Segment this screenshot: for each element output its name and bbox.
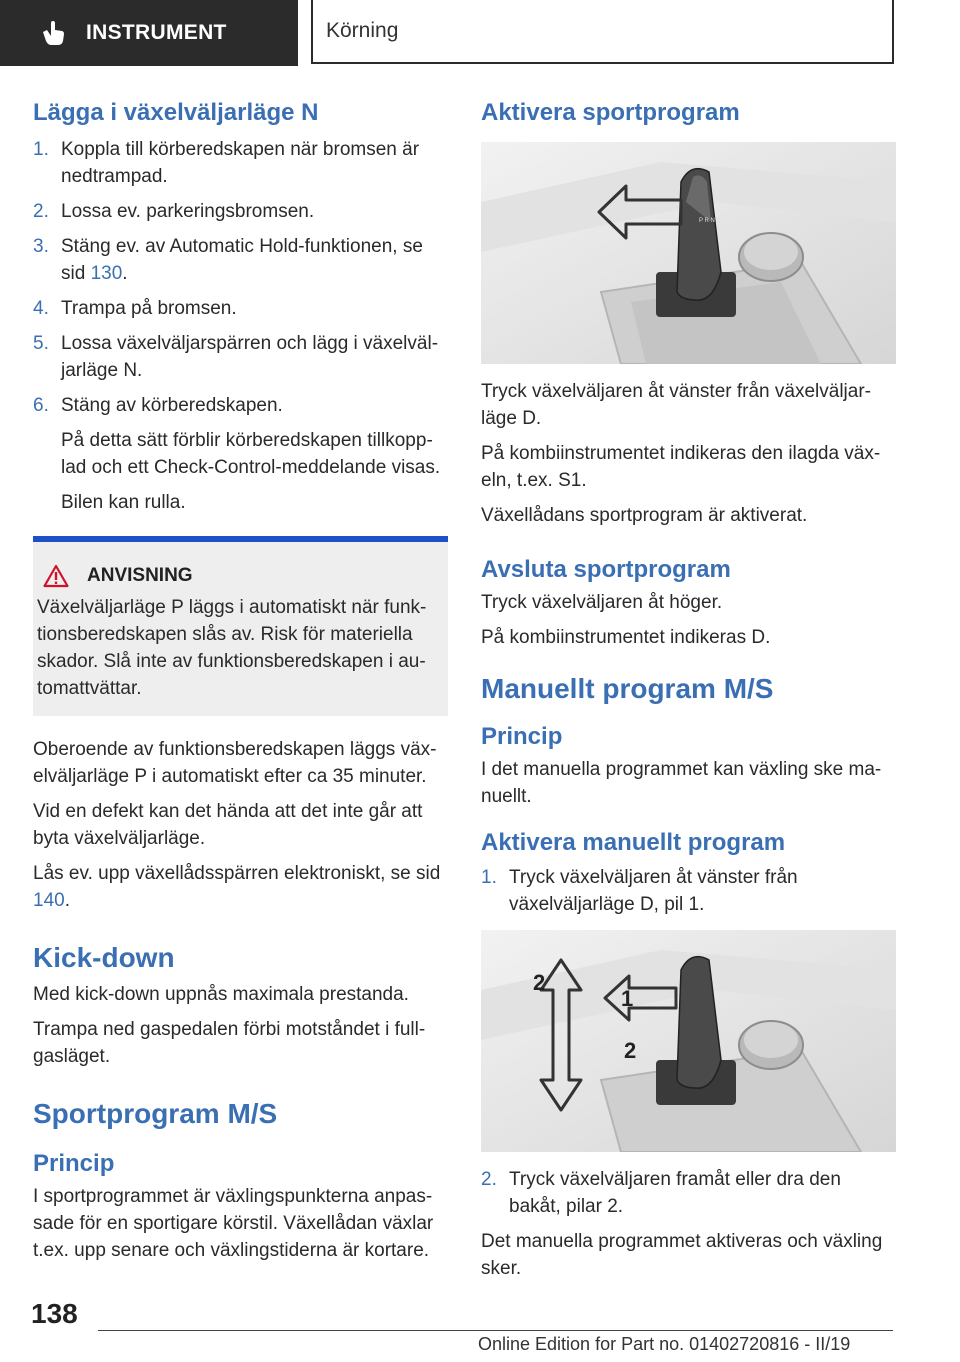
left-column [33, 98, 448, 1272]
arrow-label-2-bottom: 2 [624, 1038, 637, 1063]
step-number: 3. [33, 236, 49, 257]
step6-note: På detta sätt förblir körberedskapen tillkopplad och ett Check-Control-meddelande visas. [61, 430, 441, 478]
warning-title: ANVISNING [87, 565, 193, 586]
step-number: 1. [481, 867, 497, 888]
heading-manual-program: Manuellt program M/S [481, 673, 774, 704]
paragraph: På kombiinstrumentet indikeras den ilagda växeln, t.ex. S1. [481, 443, 881, 491]
warning-triangle-icon [43, 564, 69, 588]
arrow-label-1: 1 [621, 986, 634, 1011]
page-link-140[interactable]: 140 [33, 890, 65, 911]
step-text: Tryck växelväljaren framåt eller dra den bakåt, pilar 2. [509, 1169, 841, 1217]
edition-text: Online Edition for Part no. 01402720816 - II/19 [478, 1334, 851, 1354]
list-item [481, 864, 896, 918]
step-text: Lossa ev. parkeringsbromsen. [61, 201, 315, 222]
heading-kickdown: Kick-down [33, 942, 175, 973]
step-number: 1. [33, 139, 49, 160]
paragraph: Vid en defekt kan det hända att det inte går att byta växelväljarläge. [33, 801, 423, 849]
gear-letters: P R N D [699, 218, 721, 224]
manual-steps-continued [481, 1166, 896, 1220]
page-header [0, 0, 960, 66]
list-item [33, 330, 448, 384]
paragraph: Det manuella programmet aktiveras och växling sker. [481, 1231, 883, 1279]
footer-divider [98, 1330, 893, 1331]
pointing-hand-icon [38, 18, 68, 48]
list-item [33, 233, 448, 287]
page-footer [0, 1288, 960, 1362]
step-text: Tryck växelväljaren åt vänster från växelväljarläge D, pil 1. [509, 867, 798, 915]
gear-selector-image-sport [481, 142, 896, 364]
heading-activate-manual: Aktivera manuellt program [481, 829, 786, 856]
heading-end-sport: Avsluta sportprogram [481, 556, 731, 583]
heading-principle: Princip [481, 723, 563, 750]
list-item [33, 198, 448, 225]
step-number: 2. [481, 1169, 497, 1190]
neutral-steps [33, 136, 448, 419]
list-item [481, 1166, 896, 1220]
warning-text: Växelväljarläge P läggs i automatiskt när funktionsberedskapen slås av. Risk för materiella skador. Slå inte av funktionsberedskapen i automattvättar. [37, 597, 427, 699]
heading-sport-program: Sportprogram M/S [33, 1098, 278, 1129]
paragraph: På kombiinstrumentet indikeras D. [481, 627, 771, 648]
step6-note-rolling: Bilen kan rulla. [61, 492, 186, 513]
list-item [33, 295, 448, 322]
list-item [33, 392, 448, 419]
arrow-label-2-top: 2 [533, 970, 546, 995]
step-number: 6. [33, 395, 49, 416]
paragraph: Trampa ned gaspedalen förbi motståndet i fullgasläget. [33, 1019, 426, 1067]
step-text: Trampa på bromsen. [61, 298, 237, 319]
paragraph: Tryck växelväljaren åt vänster från växelväljarläge D. [481, 381, 871, 429]
warning-box [33, 536, 448, 716]
page-link-130[interactable]: 130 [90, 263, 123, 284]
paragraph: Växellådans sportprogram är aktiverat. [481, 505, 808, 526]
step-number: 4. [33, 298, 49, 319]
paragraph: I det manuella programmet kan växling ske manuellt. [481, 759, 882, 807]
step-text: Lossa växelväljarspärren och lägg i växelväljarläge N. [61, 333, 439, 381]
paragraph: Oberoende av funktionsberedskapen läggs växelväljarläge P i automatiskt efter ca 35 minuter. [33, 739, 437, 787]
paragraph: Med kick-down uppnås maximala prestanda. [33, 984, 409, 1005]
chapter-tab[interactable] [311, 0, 894, 64]
chapter-label: Körning [326, 19, 399, 42]
paragraph: I sportprogrammet är växlingspunkterna anpassade för en sportigare körstil. Växellådan växlar t.ex. upp senare och växlingstiderna är kortare. [33, 1186, 434, 1261]
paragraph [33, 860, 448, 914]
heading-principle: Princip [33, 1150, 115, 1177]
step-text: Koppla till körberedskapen när bromsen är nedtrampad. [61, 139, 420, 187]
step-text-end: . [122, 263, 128, 284]
heading-neutral: Lägga i växelväljarläge N [33, 99, 319, 126]
paragraph: Tryck växelväljaren åt höger. [481, 592, 723, 613]
section-tab[interactable] [0, 0, 298, 66]
heading-activate-sport: Aktivera sportprogram [481, 99, 740, 126]
paragraph-text-end: . [64, 890, 70, 911]
page-number: 138 [31, 1298, 78, 1329]
list-item [33, 136, 448, 190]
step-text: Stäng av körberedskapen. [61, 395, 283, 416]
gear-selector-image-manual [481, 930, 896, 1152]
right-column [481, 98, 896, 1290]
step-number: 5. [33, 333, 49, 354]
section-label: INSTRUMENT [86, 21, 227, 44]
step-number: 2. [33, 201, 49, 222]
paragraph-text: Lås ev. upp växellådsspärren elektroniskt, se sid [33, 863, 441, 884]
manual-steps [481, 864, 896, 918]
step-text: Stäng ev. av Automatic Hold-funktionen, se sid [61, 236, 423, 284]
